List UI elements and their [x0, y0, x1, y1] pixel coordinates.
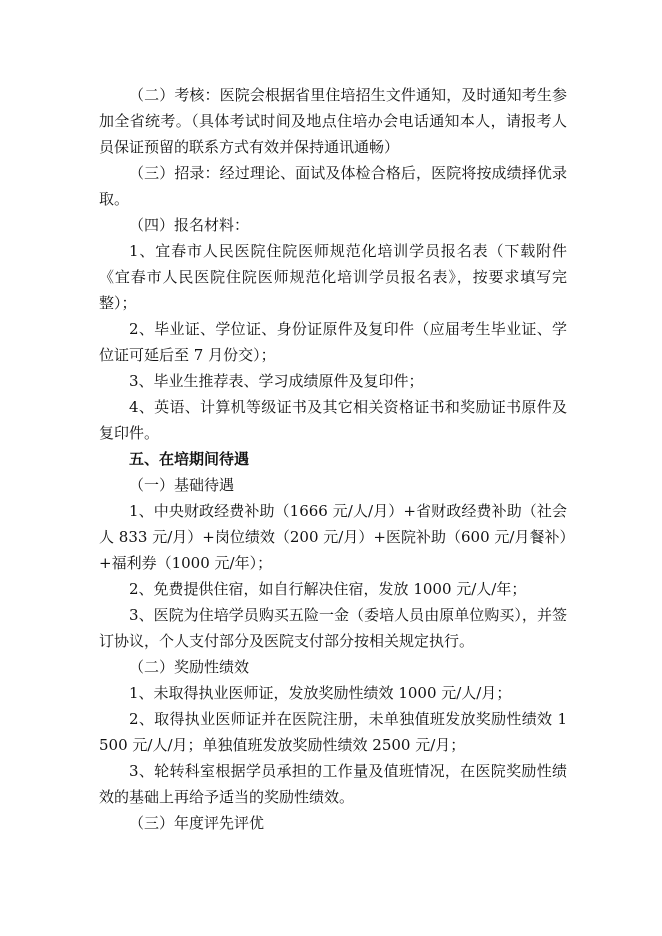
section-heading-benefits: 五、在培期间待遇: [129, 450, 250, 468]
paragraph-material-1: 1、宜春市人民医院住院医师规范化培训学员报名表（下载附件《宜春市人民医院住院医师规范化培训学员报名表》，按要求填写完整）；: [99, 242, 567, 312]
paragraph-admission: （三）招录：经过理论、面试及体检合格后，医院将按成绩择优录取。: [99, 164, 567, 208]
paragraph-materials-title: （四）报名材料：: [129, 216, 250, 234]
paragraph-basic-benefits-title: （一）基础待遇: [129, 476, 235, 494]
paragraph-annual-awards-title: （三）年度评先评优: [129, 814, 265, 832]
paragraph-bonus-2: 2、取得执业医师证并在医院注册，未单独值班发放奖励性绩效 1500 元/人/月；单独值班发放奖励性绩效 2500 元/月；: [99, 710, 567, 754]
paragraph-basic-benefit-2: 2、免费提供住宿，如自行解决住宿，发放 1000 元/人/年；: [129, 580, 527, 598]
paragraph-basic-benefit-3: 3、医院为住培学员购买五险一金（委培人员由原单位购买），并签订协议，个人支付部分及医院支付部分按相关规定执行。: [99, 606, 567, 650]
paragraph-basic-benefit-1: 1、中央财政经费补助（1666 元/人/月）+省财政经费补助（社会人 833 元/月）+岗位绩效（200 元/月）+医院补助（600 元/月餐补）+福利券（1000 元/年）；: [99, 502, 567, 572]
paragraph-bonus-1: 1、未取得执业医师证，发放奖励性绩效 1000 元/人/月；: [129, 684, 512, 702]
paragraph-bonus-title: （二）奖励性绩效: [129, 658, 250, 676]
paragraph-exam: （二）考核：医院会根据省里住培招生文件通知，及时通知考生参加全省统考。（具体考试时间及地点住培办会电话通知本人，请报考人员保证预留的联系方式有效并保持通讯通畅）: [99, 86, 567, 156]
paragraph-material-2: 2、毕业证、学位证、身份证原件及复印件（应届考生毕业证、学位证可延后至 7 月份交）；: [99, 320, 567, 364]
paragraph-material-3: 3、毕业生推荐表、学习成绩原件及复印件；: [129, 372, 424, 390]
document-body: [99, 82, 567, 836]
paragraph-material-4: 4、英语、计算机等级证书及其它相关资格证书和奖励证书原件及复印件。: [99, 398, 567, 442]
paragraph-bonus-3: 3、轮转科室根据学员承担的工作量及值班情况，在医院奖励性绩效的基础上再给予适当的奖励性绩效。: [99, 762, 567, 806]
